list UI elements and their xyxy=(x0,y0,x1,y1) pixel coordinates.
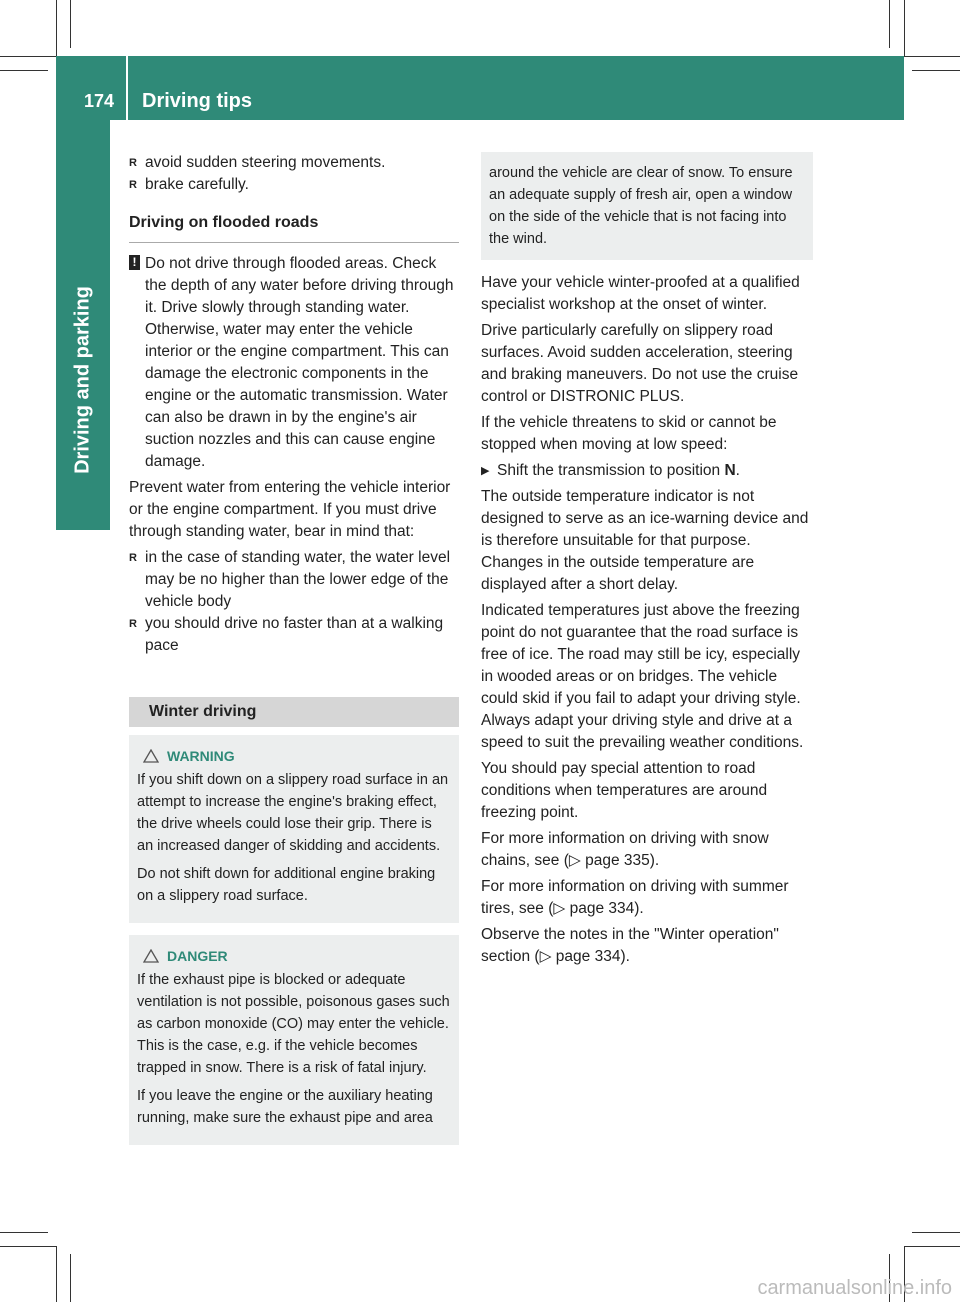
watermark: carmanualsonline.info xyxy=(757,1277,952,1299)
warning-text: Do not shift down for additional engine braking on a slippery road surface. xyxy=(137,866,436,904)
arrow-icon: ▶ xyxy=(481,465,490,477)
warning-triangle-icon xyxy=(143,749,159,763)
crop-mark xyxy=(0,56,56,57)
crop-mark xyxy=(56,0,57,56)
crop-mark xyxy=(0,1246,56,1247)
page-reference[interactable]: Observe the notes in the "Winter operation" section (▷ page 334). xyxy=(481,926,779,965)
page-reference[interactable]: For more information on driving with snow chains, see (▷ page 335). xyxy=(481,830,769,869)
paragraph: Prevent water from entering the vehicle interior or the engine compartment. If you must drive through standing water, bear in mind that: xyxy=(129,479,451,540)
crop-mark xyxy=(889,0,890,48)
page-reference[interactable]: For more information on driving with summer tires, see (▷ page 334). xyxy=(481,878,789,917)
crop-mark xyxy=(56,1246,57,1302)
crop-mark xyxy=(70,0,71,48)
crop-mark xyxy=(912,70,960,71)
danger-text: If you leave the engine or the auxiliary heating running, make sure the exhaust pipe and area xyxy=(137,1088,433,1126)
page-number: 174 xyxy=(84,91,115,111)
paragraph: The outside temperature indicator is not designed to serve as an ice-warning device and is therefore unsuitable for that purpose. Changes in the outside temperature are displayed after a short delay. xyxy=(481,488,809,593)
warning-text: If you shift down on a slippery road surface in an attempt to increase the engine's braking effect, the drive wheels could lose their grip. There is an increased danger of skidding and accidents. xyxy=(137,772,449,854)
crop-mark xyxy=(904,56,960,57)
crop-mark xyxy=(0,1232,48,1233)
warning-label: WARNING xyxy=(167,748,235,764)
right-column xyxy=(481,152,813,972)
list-item: R avoid sudden steering movements. xyxy=(129,152,459,174)
side-tab-label: Driving and parking xyxy=(71,286,94,474)
list-item: R brake carefully. xyxy=(129,174,459,196)
danger-text: If the exhaust pipe is blocked or adequate ventilation is not possible, poisonous gases such as carbon monoxide (CO) may enter the vehicle. This is the case, e.g. if the vehicle becomes trapped in snow. There is a risk of fatal injury. xyxy=(137,972,450,1076)
crop-mark xyxy=(70,1254,71,1302)
section-title: Winter driving xyxy=(129,697,459,727)
page-title: Driving tips xyxy=(142,90,253,112)
paragraph: If the vehicle threatens to skid or cannot be stopped when moving at low speed: xyxy=(481,414,777,453)
warning-box xyxy=(129,735,459,923)
danger-box-continued xyxy=(481,152,813,260)
crop-mark xyxy=(912,1232,960,1233)
danger-header xyxy=(143,945,451,967)
paragraph: Indicated temperatures just above the freezing point do not guarantee that the road surface is free of ice. The road may still be icy, especially in wooded areas or on bridges. The vehicle could skid if you fail to adapt your driving style. Always adapt your driving style and drive at a speed to suit the prevailing weather conditions. xyxy=(481,602,804,751)
warning-header xyxy=(143,745,451,767)
section-heading: Driving on flooded roads xyxy=(129,212,459,243)
paragraph: Have your vehicle winter-proofed at a qualified specialist workshop at the onset of winter. xyxy=(481,274,800,313)
caution-note xyxy=(129,253,459,473)
paragraph: Drive particularly carefully on slippery road surfaces. Avoid sudden acceleration, steering and braking maneuvers. Do not use the cruise control or DISTRONIC PLUS. xyxy=(481,322,799,405)
danger-box xyxy=(129,935,459,1145)
crop-mark xyxy=(0,70,48,71)
note-text: Do not drive through flooded areas. Check the depth of any water before driving through it. Drive slowly through standing water. Otherwise, water may enter the vehicle interior or the engine compartment. This can damage the electronic components in the engine or the automatic transmission. Water can also be drawn in by the engine's air suction nozzles and this can cause engine damage. xyxy=(145,255,454,470)
danger-label: DANGER xyxy=(167,948,228,964)
paragraph: You should pay special attention to road conditions when temperatures are around freezing point. xyxy=(481,760,768,821)
instruction-step: ▶ Shift the transmission to position N. xyxy=(481,460,813,482)
crop-mark xyxy=(904,0,905,56)
list-item: R in the case of standing water, the water level may be no higher than the lower edge of the vehicle body xyxy=(129,547,459,613)
crop-mark xyxy=(904,1246,960,1247)
left-column xyxy=(129,152,459,1145)
warning-triangle-icon xyxy=(143,949,159,963)
danger-text: around the vehicle are clear of snow. To ensure an adequate supply of fresh air, open a window on the side of the vehicle that is not facing into the wind. xyxy=(489,165,793,247)
list-item: R you should drive no faster than at a walking pace xyxy=(129,613,459,657)
exclamation-icon: ! xyxy=(129,255,140,270)
header-divider xyxy=(126,56,128,120)
